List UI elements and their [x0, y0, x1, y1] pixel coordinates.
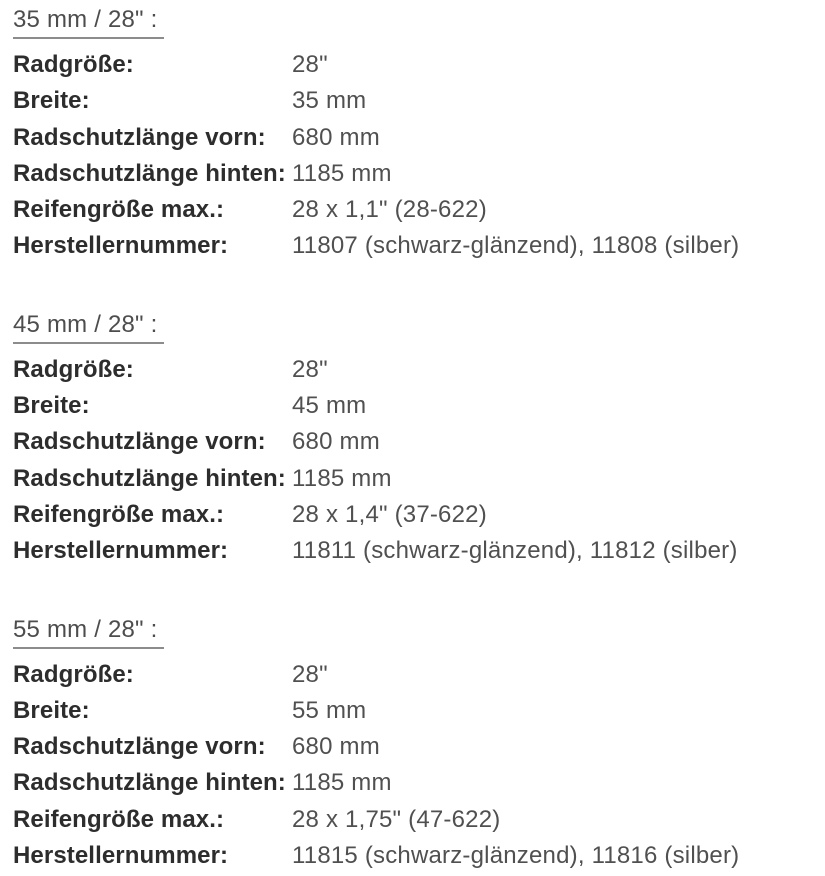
spec-value: 11811 (schwarz-glänzend), 11812 (silber): [292, 537, 738, 565]
spec-label: Herstellernummer:: [13, 842, 229, 870]
spec-label: Radschutzlänge vorn:: [13, 123, 266, 151]
spec-value: 1185 mm: [292, 159, 392, 187]
spec-label: Breite:: [13, 696, 90, 724]
spec-value: 11815 (schwarz-glänzend), 11816 (silber): [292, 842, 740, 870]
spec-value: 28 x 1,75" (47-622): [292, 805, 501, 833]
spec-value: 680 mm: [292, 733, 380, 761]
spec-label: Herstellernummer:: [13, 232, 229, 260]
spec-row: [13, 424, 825, 460]
spec-label: Radschutzlänge vorn:: [13, 428, 266, 456]
spec-row: [13, 388, 825, 424]
section-heading: 35 mm / 28" :: [13, 5, 164, 39]
spec-section: [13, 310, 825, 570]
spec-value: 1185 mm: [292, 769, 392, 797]
section-heading: 45 mm / 28" :: [13, 310, 164, 344]
spec-row: [13, 228, 825, 264]
spec-row: [13, 693, 825, 729]
spec-row: [13, 83, 825, 119]
spec-row: [13, 533, 825, 569]
spec-value: 28 x 1,1" (28-622): [292, 196, 487, 224]
spec-label: Radschutzlänge hinten:: [13, 159, 286, 187]
spec-value: 28": [292, 51, 328, 78]
spec-label: Radgröße:: [13, 660, 134, 688]
spec-label: Radschutzlänge hinten:: [13, 769, 286, 797]
section-rows: [13, 352, 825, 570]
spec-value: 1185 mm: [292, 464, 392, 492]
spec-row: [13, 838, 825, 874]
spec-value: 28 x 1,4" (37-622): [292, 500, 487, 528]
spec-row: [13, 120, 825, 156]
spec-value: 680 mm: [292, 123, 380, 151]
spec-label: Radschutzlänge vorn:: [13, 733, 266, 761]
spec-section: [13, 5, 825, 265]
spec-row: [13, 461, 825, 497]
spec-value: 28": [292, 660, 328, 688]
spec-label: Breite:: [13, 392, 90, 420]
spec-row: [13, 765, 825, 801]
spec-value: 11807 (schwarz-glänzend), 11808 (silber): [292, 232, 740, 260]
spec-label: Radgröße:: [13, 51, 134, 78]
spec-value: 35 mm: [292, 87, 367, 115]
spec-value: 680 mm: [292, 428, 380, 456]
spec-label: Reifengröße max.:: [13, 805, 225, 833]
section-rows: [13, 657, 825, 875]
spec-row: [13, 192, 825, 228]
spec-row: [13, 47, 825, 83]
spec-value: 55 mm: [292, 696, 367, 724]
spec-row: [13, 802, 825, 838]
spec-label: Herstellernummer:: [13, 537, 229, 565]
spec-label: Reifengröße max.:: [13, 500, 225, 528]
section-heading: 55 mm / 28" :: [13, 615, 164, 649]
spec-row: [13, 352, 825, 388]
spec-value: 28": [292, 355, 328, 383]
spec-label: Reifengröße max.:: [13, 196, 225, 224]
section-rows: [13, 47, 825, 265]
spec-label: Radschutzlänge hinten:: [13, 464, 286, 492]
spec-row: [13, 497, 825, 533]
spec-row: [13, 729, 825, 765]
spec-row: [13, 657, 825, 693]
spec-label: Breite:: [13, 87, 90, 115]
spec-row: [13, 156, 825, 192]
spec-section: [13, 615, 825, 875]
spec-value: 45 mm: [292, 392, 367, 420]
spec-label: Radgröße:: [13, 355, 134, 383]
